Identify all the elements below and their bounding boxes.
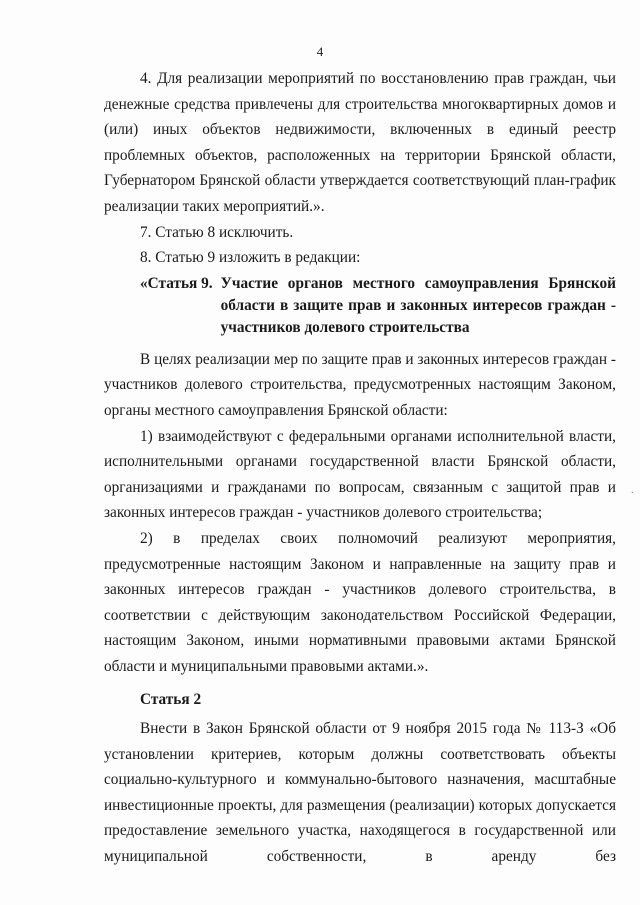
article-9-prefix: «Статья 9. (140, 274, 213, 292)
article-9-title: Участие органов местного самоуправления Брянской области в защите прав и законных интересов граждан - участников долевого строительства (220, 274, 616, 336)
article-9-heading (104, 273, 616, 339)
paragraph-point-4: 4. Для реализации мероприятий по восстановлению прав граждан, чьи денежные средства привлечены для строительства многоквартирных домов и (или) иных объектов недвижимости, включенных в единый реестр проблемных объектов, расположенных на территории Брянской области, Губернатором Брянской области утверждается соответствующий план-график реализации таких мероприятий.». (104, 70, 616, 215)
paragraph-point-7: 7. Статью 8 исключить. (140, 223, 294, 241)
article-9-item-1: 1) взаимодействуют с федеральными органами исполнительной власти, исполнительными органами государственной власти Брянской области, организациями и гражданами по вопросам, связанным с защитой прав и законных интересов граждан - участников долевого строительства; (104, 427, 616, 522)
article-2-text: Внести в Закон Брянской области от 9 ноября 2015 года № 113-З «Об установлении критериев, которым должны соответствовать объекты социально-культурного и коммунально-бытового назначения, масштабные инвестиционные проекты, для размещения (реализации) которых допускается предоставление земельного участка, находящегося в государственной или муниципальной собственности, в аренду без (104, 720, 616, 866)
paragraph-point-8: 8. Статью 9 изложить в редакции: (140, 249, 361, 267)
article-2-heading: Статья 2 (140, 691, 202, 709)
article-9-intro: В целях реализации мер по защите прав и законных интересов граждан - участников долевого строительства, предусмотренных настоящим Законом, органы местного самоуправления Брянской области: (104, 350, 616, 419)
document-body (104, 66, 616, 870)
scan-edge-mark: · (630, 488, 634, 499)
article-9-item-2: 2) в пределах своих полномочий реализуют мероприятия, предусмотренные настоящим Законом и направленные на защиту прав и законных интересов граждан - участников долевого строительства, в соответствии с действующим законодательством Российской Федерации, настоящим Законом, иными нормативными правовыми актами Брянской области и муниципальными правовыми актами.». (104, 529, 616, 675)
page-number: 4 (316, 44, 324, 59)
